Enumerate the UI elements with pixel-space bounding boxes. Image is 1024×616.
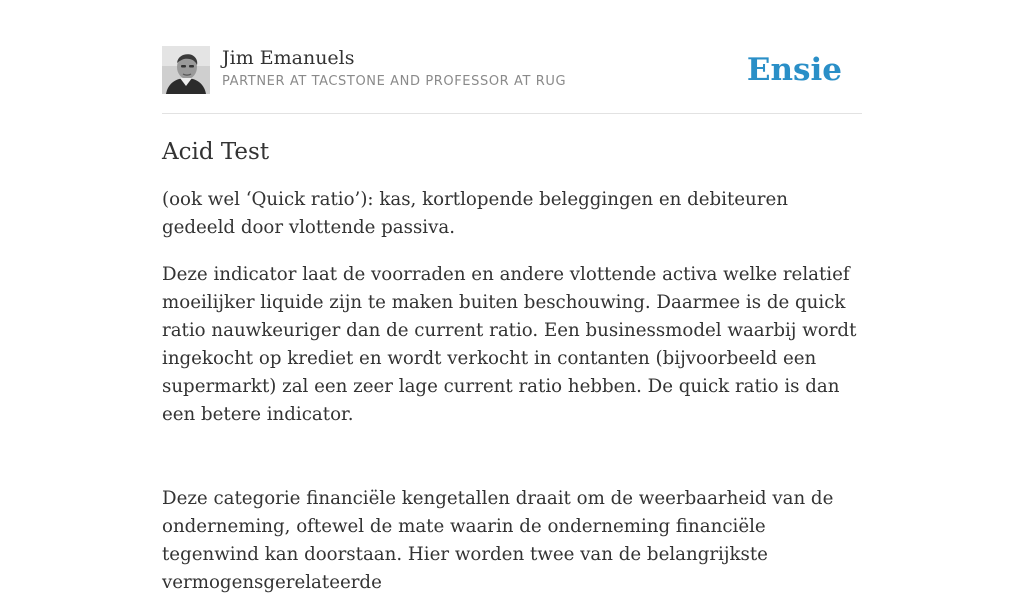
author-header (162, 46, 862, 96)
brand-logo[interactable]: Ensie (746, 52, 842, 88)
article-paragraph-definition: (ook wel ‘Quick ratio’): kas, kortlopende beleggingen en debiteuren gedeeld door vlottende passiva. (162, 189, 788, 238)
article-paragraph-category: Deze categorie financiële kengetallen draait om de weerbaarheid van de onderneming, oftewel de mate waarin de onderneming financiële tegenwind kan doorstaan. Hier worden twee van de belangrijkste vermogensgerelateerde (162, 488, 834, 593)
article-paragraph-explanation: Deze indicator laat de voorraden en andere vlottende activa welke relatief moeilijker liquide zijn te maken buiten beschouwing. Daarmee is de quick ratio nauwkeuriger dan de current ratio. Een businessmodel waarbij wordt ingekocht op krediet en wordt verkocht in contanten (bijvoorbeeld een supermarkt) zal een zeer lage current ratio hebben. De quick ratio is dan een betere indicator. (162, 264, 857, 425)
author-role: PARTNER AT TACSTONE AND PROFESSOR AT RUG (222, 74, 567, 89)
header-divider (162, 113, 862, 114)
author-name[interactable]: Jim Emanuels (222, 47, 355, 69)
author-avatar[interactable] (162, 46, 210, 94)
article-title: Acid Test (162, 139, 270, 165)
avatar-portrait-icon (162, 46, 210, 94)
paragraph-spacer (162, 448, 862, 485)
article-content (162, 136, 862, 616)
